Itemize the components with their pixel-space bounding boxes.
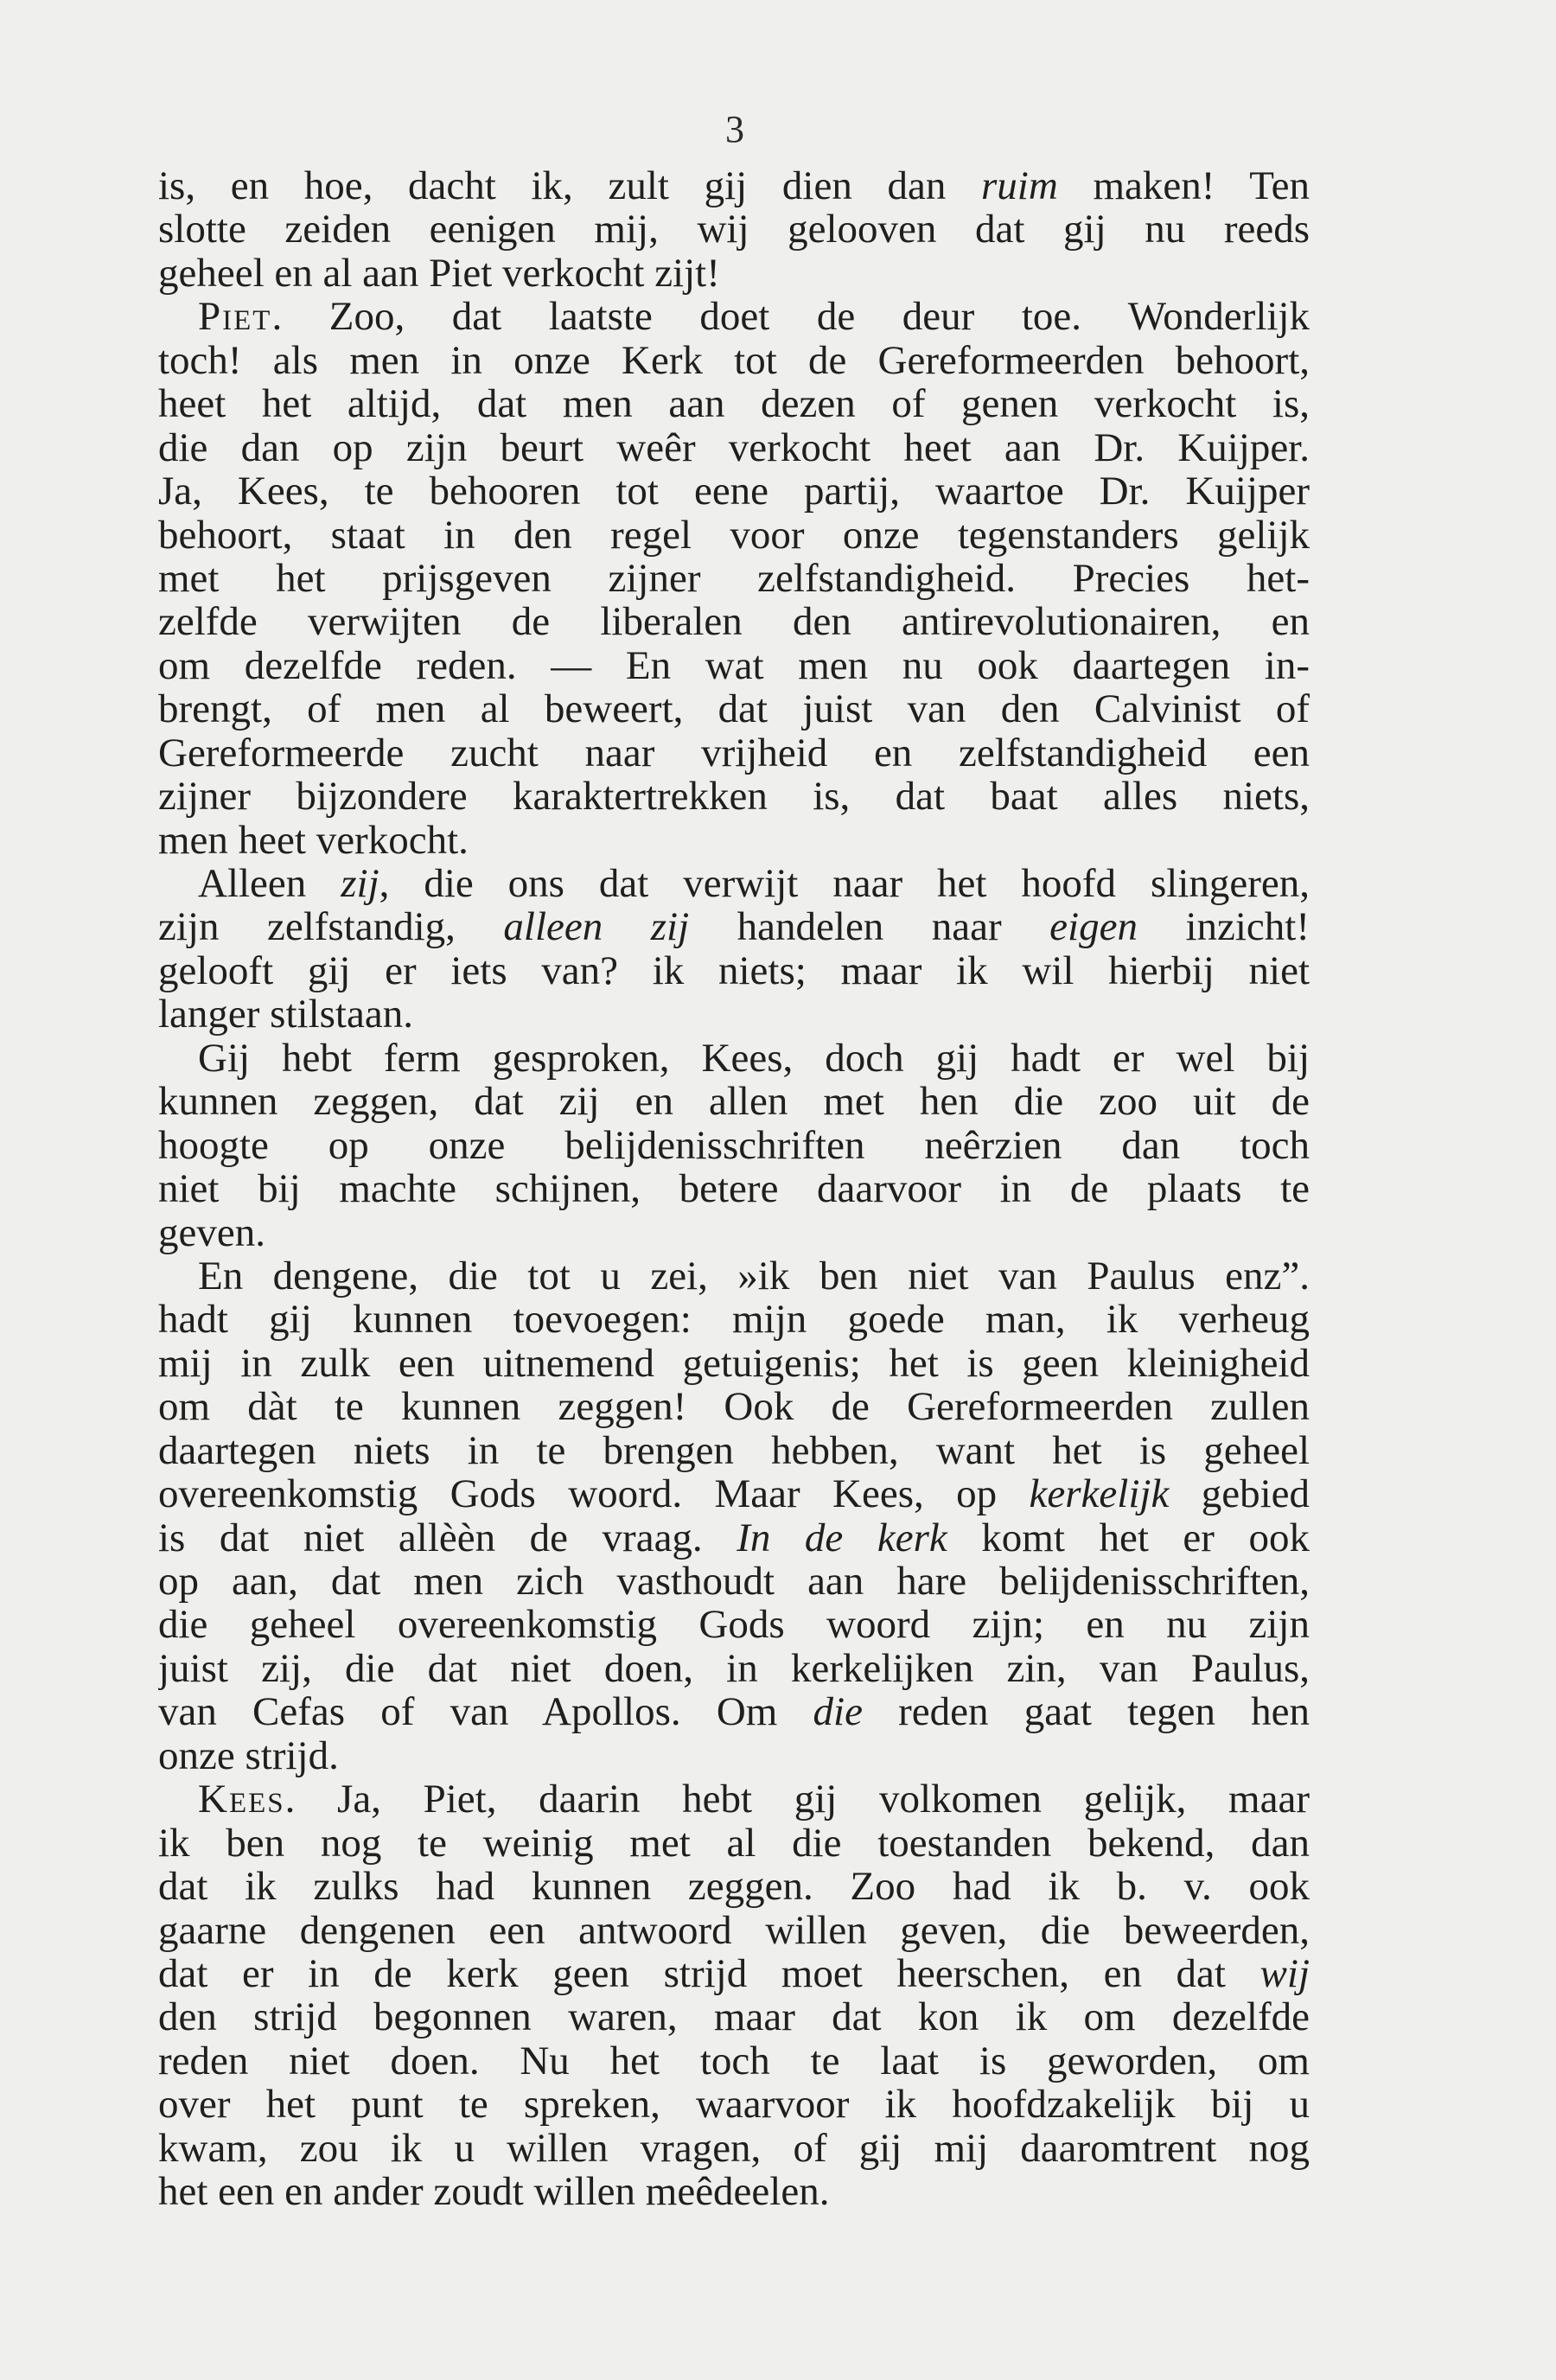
text-line xyxy=(158,1124,1310,1167)
text-line xyxy=(158,600,1310,643)
text-run: gelooft gij er iets van? ik niets; maar ik wil hierbij niet xyxy=(158,948,1310,993)
text-run: zelfde verwijten de liberalen den antirevolutionairen, en xyxy=(158,600,1310,644)
text-run: die geheel overeenkomstig Gods woord zijn; en nu zijn xyxy=(158,1603,1310,1647)
italic-text: kerkelijk xyxy=(1029,1472,1170,1516)
text-run: Ja, Kees, te behooren tot eene partij, waartoe Dr. Kuijper xyxy=(158,469,1310,514)
text-run: gaarne dengenen een antwoord willen geven, die beweerden, xyxy=(158,1908,1310,1952)
text-line xyxy=(158,1429,1310,1472)
text-line xyxy=(158,252,1310,295)
text-line xyxy=(158,644,1310,687)
italic-text: die xyxy=(813,1690,863,1734)
body-text xyxy=(158,164,1310,2214)
text-run: mij in zulk een uitnemend getuigenis; het is geen kleinigheid xyxy=(158,1341,1310,1386)
italic-text: wij xyxy=(1259,1951,1310,1996)
text-run: niet bij machte schijnen, betere daarvoor in de plaats te xyxy=(158,1167,1310,1211)
text-run: . Zoo, dat laatste doet de deur toe. Wonderlijk xyxy=(271,295,1310,339)
text-line xyxy=(158,1822,1310,1865)
text-run: Gereformeerde zucht naar vrijheid en zelfstandigheid een xyxy=(158,731,1310,775)
text-run: reden gaat tegen hen xyxy=(862,1690,1310,1734)
text-line xyxy=(158,1603,1310,1646)
text-line xyxy=(158,2127,1310,2170)
text-run: behoort, staat in den regel voor onze tegenstanders gelijk xyxy=(158,513,1310,557)
text-run: dat ik zulks had kunnen zeggen. Zoo had ik b. v. ook xyxy=(158,1865,1310,1909)
text-run: van Cefas of van Apollos. Om xyxy=(158,1690,813,1734)
text-line xyxy=(158,469,1310,513)
text-run: zijn zelfstandig, xyxy=(158,905,504,949)
text-run: op aan, dat men zich vasthoudt aan hare belijdenisschriften, xyxy=(158,1560,1310,1604)
text-line xyxy=(158,2039,1310,2083)
text-run: het een en ander zoudt willen meêdeelen. xyxy=(158,2170,830,2214)
text-run: hoogte op onze belijdenisschriften neêrzien dan toch xyxy=(158,1123,1310,1168)
text-run: komt het er ook xyxy=(947,1515,1310,1560)
text-line xyxy=(158,514,1310,557)
text-line xyxy=(158,862,1310,905)
italic-text: eigen xyxy=(1049,905,1138,949)
text-run: hadt gij kunnen toevoegen: mijn goede man, ik verheug xyxy=(158,1298,1310,1342)
text-line xyxy=(158,1952,1310,1995)
text-run: gebied xyxy=(1169,1472,1310,1516)
text-line xyxy=(158,2083,1310,2126)
text-run: die dan op zijn beurt weêr verkocht heet aan Dr. Kuijper. xyxy=(158,425,1310,470)
text-run: ik ben nog te weinig met al die toestanden bekend, dan xyxy=(158,1821,1310,1866)
page-number: 3 xyxy=(725,108,744,150)
text-line xyxy=(158,339,1310,382)
italic-text: ruim xyxy=(981,164,1058,208)
text-run: kwam, zou ik u willen vragen, of gij mij daaromtrent nog xyxy=(158,2126,1310,2171)
text-line xyxy=(158,731,1310,775)
text-line xyxy=(158,1472,1310,1515)
text-line xyxy=(158,992,1310,1036)
text-run: geheel en al aan Piet verkocht zijt! xyxy=(158,251,720,296)
text-run: onze strijd. xyxy=(158,1733,339,1778)
text-run: langer stilstaan. xyxy=(158,992,413,1037)
text-run: Alleen xyxy=(198,862,341,906)
text-line xyxy=(158,207,1310,251)
text-line xyxy=(158,775,1310,818)
text-line xyxy=(158,1734,1310,1777)
italic-text: zij xyxy=(341,862,379,906)
text-line xyxy=(158,1865,1310,1908)
text-line xyxy=(158,1037,1310,1080)
text-line xyxy=(158,557,1310,600)
speaker-name: Piet xyxy=(198,295,272,339)
italic-text: In de kerk xyxy=(737,1515,947,1560)
text-run: . Ja, Piet, daarin hebt gij volkomen gelijk, maar xyxy=(284,1777,1310,1822)
text-line xyxy=(158,1298,1310,1341)
text-line xyxy=(158,949,1310,992)
text-run: geven. xyxy=(158,1210,265,1254)
text-line xyxy=(158,1909,1310,1952)
text-run: men heet verkocht. xyxy=(158,818,469,862)
text-run: inzicht! xyxy=(1137,905,1310,949)
text-run: overeenkomstig Gods woord. Maar Kees, op xyxy=(158,1472,1030,1516)
text-run: En dengene, die tot u zei, »ik ben niet van Paulus enz”. xyxy=(198,1254,1310,1298)
text-run: reden niet doen. Nu het toch te laat is geworden, om xyxy=(158,2039,1310,2083)
text-run: maken! Ten xyxy=(1057,164,1310,208)
text-line xyxy=(158,1385,1310,1428)
text-run: toch! als men in onze Kerk tot de Gereformeerden behoort, xyxy=(158,338,1310,383)
text-run: over het punt te spreken, waarvoor ik hoofdzakelijk bij u xyxy=(158,2083,1310,2127)
text-run: slotte zeiden eenigen mij, wij gelooven dat gij nu reeds xyxy=(158,207,1310,252)
text-run: juist zij, die dat niet doen, in kerkelijken zin, van Paulus, xyxy=(158,1646,1310,1691)
text-line xyxy=(158,687,1310,731)
text-run: daartegen niets in te brengen hebben, want het is geheel xyxy=(158,1428,1310,1473)
text-line xyxy=(158,1167,1310,1210)
italic-text: alleen zij xyxy=(503,905,690,949)
text-line xyxy=(158,1342,1310,1385)
text-line xyxy=(158,819,1310,862)
text-line xyxy=(158,1211,1310,1254)
text-line xyxy=(158,382,1310,425)
text-line xyxy=(158,1516,1310,1560)
speaker-name: Kees xyxy=(198,1777,285,1822)
text-run: om dàt te kunnen zeggen! Ook de Gereformeerden zullen xyxy=(158,1385,1310,1429)
text-run: Gij hebt ferm gesproken, Kees, doch gij hadt er wel bij xyxy=(198,1036,1310,1081)
text-run: dat er in de kerk geen strijd moet heerschen, en dat xyxy=(158,1951,1260,1996)
text-line xyxy=(158,1777,1310,1821)
text-run: brengt, of men al beweert, dat juist van den Calvinist of xyxy=(158,687,1310,731)
text-line xyxy=(158,1647,1310,1690)
text-run: , die ons dat verwijt naar het hoofd slingeren, xyxy=(379,862,1310,906)
text-run: met het prijsgeven zijner zelfstandigheid. Precies het- xyxy=(158,556,1310,601)
text-line xyxy=(158,1254,1310,1298)
text-run: om dezelfde reden. — En wat men nu ook daartegen in- xyxy=(158,643,1310,688)
text-run: kunnen zeggen, dat zij en allen met hen die zoo uit de xyxy=(158,1080,1310,1124)
text-run: handelen naar xyxy=(689,905,1050,949)
text-run: den strijd begonnen waren, maar dat kon ik om dezelfde xyxy=(158,1995,1310,2039)
text-line xyxy=(158,905,1310,948)
text-run: is, en hoe, dacht ik, zult gij dien dan xyxy=(158,164,982,208)
text-line xyxy=(158,1995,1310,2039)
text-line xyxy=(158,1560,1310,1603)
text-line xyxy=(158,1690,1310,1733)
text-run: heet het altijd, dat men aan dezen of genen verkocht is, xyxy=(158,382,1310,426)
text-run: zijner bijzondere karaktertrekken is, dat baat alles niets, xyxy=(158,775,1310,819)
text-line xyxy=(158,1080,1310,1123)
text-line xyxy=(158,164,1310,207)
text-line xyxy=(158,426,1310,469)
text-run: is dat niet allèèn de vraag. xyxy=(158,1515,737,1560)
text-line xyxy=(158,2170,1310,2213)
text-line xyxy=(158,295,1310,338)
